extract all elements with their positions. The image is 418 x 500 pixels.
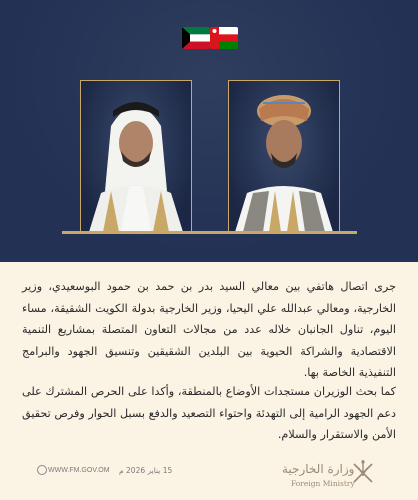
publish-date: 15 يناير 2026 م: [119, 466, 173, 475]
ministry-logo-english: Foreign Ministry: [291, 479, 355, 488]
kuwait-minister-photo: [80, 80, 192, 232]
ministry-logo-arabic: وزارة الخارجية: [282, 462, 355, 476]
oman-flag-icon: [210, 27, 238, 49]
statement-paragraph-2: كما بحث الوزيران مستجدات الأوضاع بالمنطقة، وأكدا على الحرص المشترك على دعم الجهود الرامية إلى التهدئة واحتواء التصعيد والدفع بسبل الحوار وفرص تحقيق الأمن والاستقرار والسلام.: [22, 385, 396, 441]
globe-icon: [37, 465, 47, 475]
gold-divider: [62, 231, 357, 234]
kuwait-flag-icon: [182, 27, 210, 49]
oman-emblem-icon: [350, 458, 376, 486]
statement-paragraph-1: جرى اتصال هاتفي بين معالي السيد بدر بن حمد بن حمود البوسعيدي، وزير الخارجية، ومعالي عبدالله علي اليحيا، وزير الخارجية بدولة الكويت الشقيقة، مساء اليوم، تناول الجانبان خلاله عدد من مجالات التعاون المتصلة بمشاريع التنمية الاقتصادية والشراكة الحيوية بين البلدين الشقيقين وتنسيق الجهود والبرامج التنفيذية الخاصة بها.: [22, 280, 396, 379]
oman-minister-photo: [228, 80, 340, 232]
flags-group: [182, 27, 238, 51]
website-url[interactable]: WWW.FM.GOV.OM: [48, 467, 110, 474]
